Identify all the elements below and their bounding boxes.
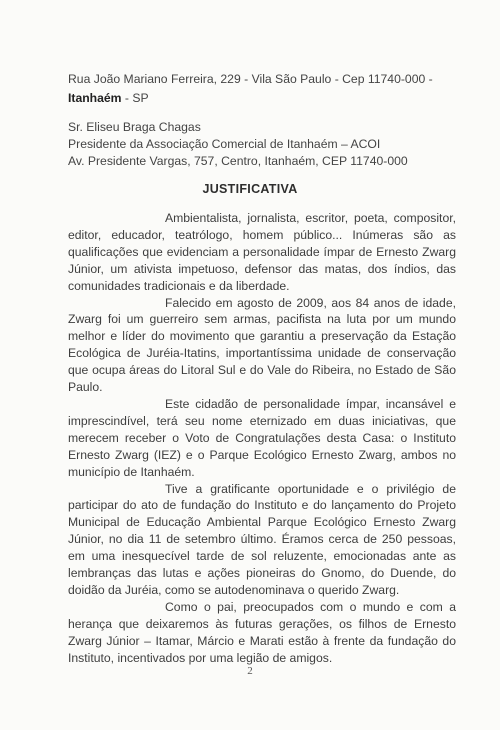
recipient-block: [68, 119, 468, 170]
address-state: - SP: [121, 91, 149, 105]
recipient-address: Av. Presidente Vargas, 757, Centro, Itanhaém, CEP 11740-000: [68, 154, 408, 168]
address-city-line: [68, 89, 468, 108]
justification-body: [68, 210, 456, 666]
paragraph: Como o pai, preocupados com o mundo e com a herança que deixaremos às futuras gerações, os filhos de Ernesto Zwarg Júnior – Itamar, Márcio e Marati estão à frente da fundação do Instituto, incentivados por uma legião de amigos.: [68, 599, 456, 665]
section-heading: JUSTIFICATIVA: [202, 182, 298, 196]
paragraph: Tive a gratificante oportunidade e o privilégio de participar do ato de fundação do Instituto e do lançamento do Projeto Municipal de Educação Ambiental Parque Ecológico Ernesto Zwarg Júnior, no dia 11 de setembro último. Éramos cerca de 250 pessoas, em uma inesquecível tarde de sol reluzente, emocionadas ante as lembranças das lutas e ações pioneiras do Gnomo, do Duende, do doidão da Juréia, como se autodenominava o querido Zwarg.: [68, 481, 456, 597]
address-line: Rua João Mariano Ferreira, 229 - Vila São Paulo - Cep 11740-000 -: [68, 72, 433, 86]
paragraph: Este cidadão de personalidade ímpar, incansável e imprescindível, terá seu nome eternizado em duas iniciativas, que merecem receber o Voto de Congratulações desta Casa: o Instituto Ernesto Zwarg (IEZ) e o Parque Ecológico Ernesto Zwarg, ambos no município de Itanhaém.: [68, 396, 456, 479]
page-number: 2: [247, 665, 253, 677]
address-city: Itanhaém: [68, 91, 122, 105]
paragraph: Falecido em agosto de 2009, aos 84 anos de idade, Zwarg foi um guerreiro sem armas, pacifista na luta por um mundo melhor e líder do movimento que garantiu a preservação da Estação Ecológica de Juréia-Itatins, importantíssima unidade de conservação que ocupa áreas do Litoral Sul e do Vale do Ribeira, no Estado de São Paulo.: [68, 295, 456, 395]
paragraph: Ambientalista, jornalista, escritor, poeta, compositor, editor, educador, teatrólogo, homem público... Inúmeras são as qualificações que evidenciam a personalidade ímpar de Ernesto Zwarg Júnior, um ativista impetuoso, defensor das matas, dos índios, das comunidades tradicionais e da liberdade.: [68, 211, 456, 293]
sender-address: [68, 70, 468, 108]
recipient-title: Presidente da Associação Comercial de Itanhaém – ACOI: [68, 137, 381, 151]
recipient-name: Sr. Eliseu Braga Chagas: [68, 120, 201, 134]
